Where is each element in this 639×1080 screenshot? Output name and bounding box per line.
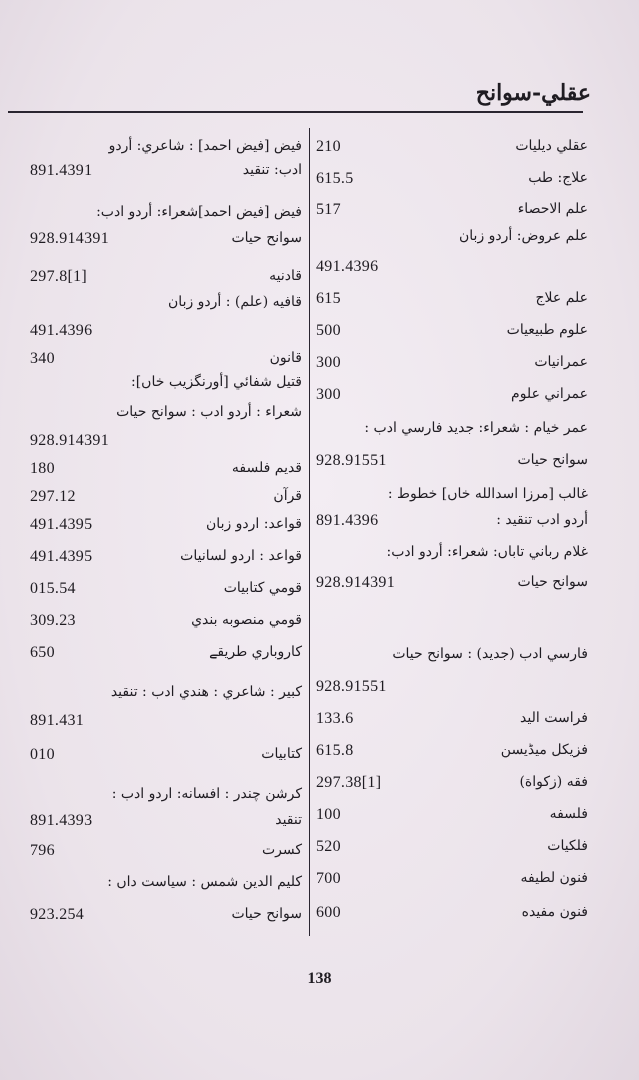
entry-class-number: 650 — [30, 644, 55, 661]
entry-class-number: 010 — [30, 746, 55, 763]
entry-subject: قادنيه — [269, 268, 302, 284]
entry-subject: كبير : شاعري : هندي ادب : تنقيد — [110, 684, 302, 700]
entry-class-number: 210 — [316, 138, 341, 155]
entry-subject: عمراني علوم — [511, 386, 588, 402]
left-entry — [30, 906, 302, 930]
left-entry — [30, 746, 302, 770]
entry-class-number: 491.4396 — [316, 258, 379, 275]
left-entry — [30, 230, 302, 254]
left-entry — [30, 644, 302, 668]
entry-class-number: 297.8[1] — [30, 268, 88, 285]
entry-class-number: 891.431 — [30, 712, 85, 729]
left-entry — [30, 580, 302, 604]
left-entry — [30, 162, 302, 186]
entry-subject: سوانح حيات — [517, 452, 588, 468]
entry-subject: فلكيات — [547, 838, 588, 854]
page-number: 138 — [307, 970, 332, 987]
entry-class-number: 180 — [30, 460, 55, 477]
entry-subject: فنون مفيده — [521, 904, 588, 920]
entry-subject: فنون لطيفه — [520, 870, 588, 886]
entry-class-number: 928.914391 — [316, 574, 395, 591]
page-header-title: عقلي-سوانح — [475, 80, 591, 106]
right-entry — [316, 544, 588, 568]
entry-subject: قتيل شفائي [أورنگزيب خاں]: — [131, 374, 302, 390]
right-entry — [316, 678, 588, 702]
left-entry — [30, 268, 302, 292]
right-entry — [316, 512, 588, 536]
entry-class-number: 015.54 — [30, 580, 76, 597]
entry-class-number: 615 — [316, 290, 341, 307]
entry-subject: أردو ادب تنقيد : — [496, 512, 588, 528]
left-entry — [30, 294, 302, 318]
left-entry — [30, 786, 302, 810]
entry-subject: ادب: تنقيد — [242, 162, 302, 178]
entry-class-number: 615.5 — [316, 170, 354, 187]
entry-subject: فارسي ادب (جديد) : سوانح حيات — [392, 646, 588, 662]
entry-class-number: 520 — [316, 838, 341, 855]
entry-subject: عمرانيات — [534, 354, 588, 370]
left-entry — [30, 488, 302, 512]
right-entry — [316, 742, 588, 766]
right-entry — [316, 774, 588, 798]
entry-class-number: 491.4395 — [30, 516, 93, 533]
entry-subject: فزيكل ميڈيسن — [500, 742, 588, 758]
left-entry — [30, 874, 302, 898]
left-entry — [30, 322, 302, 346]
entry-class-number: 891.4393 — [30, 812, 93, 829]
left-entry — [30, 612, 302, 636]
entry-class-number: 615.8 — [316, 742, 354, 759]
entry-class-number: 297.38[1] — [316, 774, 382, 791]
entry-subject: كليم الدين شمس : سياست داں : — [107, 874, 302, 890]
left-entry — [30, 432, 302, 456]
left-entry — [30, 374, 302, 398]
header-rule — [8, 111, 583, 113]
entry-subject: قومي منصوبه بندي — [191, 612, 302, 628]
entry-class-number: 796 — [30, 842, 55, 859]
right-entry — [316, 806, 588, 830]
entry-class-number: 891.4396 — [316, 512, 379, 529]
entry-class-number: 517 — [316, 201, 341, 218]
entry-class-number: 500 — [316, 322, 341, 339]
entry-subject: قانون — [269, 350, 302, 366]
left-entry — [30, 516, 302, 540]
entry-subject: علم عروض: أردو زبان — [459, 228, 588, 244]
entry-subject: قديم فلسفه — [231, 460, 302, 476]
entry-subject: عقلي ديليات — [515, 138, 588, 154]
left-entry — [30, 350, 302, 374]
right-entry — [316, 904, 588, 928]
entry-class-number: 491.4396 — [30, 322, 93, 339]
entry-subject: كاروباري طريقے — [209, 644, 302, 660]
entry-subject: عمر خيام : شعراء: جديد فارسي ادب : — [364, 420, 588, 436]
entry-subject: قومي كتابيات — [223, 580, 302, 596]
left-entry — [30, 204, 302, 228]
right-entry — [316, 420, 588, 444]
right-entry — [316, 838, 588, 862]
entry-subject: قواعد: اردو زبان — [206, 516, 302, 532]
entry-subject: غالب [مرزا اسدالله خاں] خطوط : — [387, 486, 588, 502]
right-entry — [316, 486, 588, 510]
left-entry — [30, 460, 302, 484]
entry-class-number: 133.6 — [316, 710, 354, 727]
entry-class-number: 100 — [316, 806, 341, 823]
entry-subject: سوانح حيات — [231, 230, 302, 246]
entry-class-number: 600 — [316, 904, 341, 921]
right-entry — [316, 710, 588, 734]
right-entry — [316, 258, 588, 282]
left-entry — [30, 548, 302, 572]
entry-class-number: 923.254 — [30, 906, 85, 923]
right-entry — [316, 574, 588, 598]
entry-subject: فيض [فيض احمد] : شاعري: أردو — [108, 138, 302, 154]
entry-subject: سوانح حيات — [517, 574, 588, 590]
right-entry — [316, 452, 588, 476]
right-entry — [316, 354, 588, 378]
entry-class-number: 700 — [316, 870, 341, 887]
entry-class-number: 300 — [316, 386, 341, 403]
entry-class-number: 928.914391 — [30, 230, 109, 247]
entry-subject: كتابيات — [261, 746, 302, 762]
left-entry — [30, 842, 302, 866]
entry-class-number: 309.23 — [30, 612, 76, 629]
entry-subject: علم علاج — [535, 290, 588, 306]
column-divider — [309, 128, 310, 936]
left-entry — [30, 138, 302, 162]
entry-subject: علوم طبيعيات — [506, 322, 588, 338]
entry-subject: فلسفه — [549, 806, 588, 822]
right-entry — [316, 201, 588, 225]
entry-subject: غلام رباني تاباں: شعراء: أردو ادب: — [386, 544, 588, 560]
right-entry — [316, 646, 588, 670]
right-entry — [316, 322, 588, 346]
right-entry — [316, 228, 588, 252]
left-entry — [30, 404, 302, 428]
entry-subject: فراست اليد — [520, 710, 588, 726]
left-entry — [30, 812, 302, 836]
entry-class-number: 928.91551 — [316, 678, 387, 695]
entry-class-number: 297.12 — [30, 488, 76, 505]
entry-subject: فيض [فيض احمد]شعراء: أردو ادب: — [96, 204, 302, 220]
entry-subject: قرآن — [273, 488, 302, 504]
entry-class-number: 928.91551 — [316, 452, 387, 469]
entry-subject: قواعد : اردو لسانيات — [180, 548, 302, 564]
right-entry — [316, 290, 588, 314]
entry-class-number: 928.914391 — [30, 432, 109, 449]
entry-subject: تنقيد — [275, 812, 302, 828]
right-entry — [316, 170, 588, 194]
left-entry — [30, 684, 302, 708]
entry-class-number: 891.4391 — [30, 162, 93, 179]
entry-class-number: 300 — [316, 354, 341, 371]
entry-subject: سوانح حيات — [231, 906, 302, 922]
entry-class-number: 340 — [30, 350, 55, 367]
left-entry — [30, 712, 302, 736]
entry-subject: علم الاحصاء — [517, 201, 588, 217]
entry-subject: فقه (زكواة) — [519, 774, 588, 790]
right-entry — [316, 138, 588, 162]
entry-subject: شعراء : أردو ادب : سوانح حيات — [116, 404, 302, 420]
right-entry — [316, 386, 588, 410]
entry-subject: كرشن چندر : افسانه: اردو ادب : — [111, 786, 302, 802]
entry-subject: قافيه (علم) : أردو زبان — [168, 294, 302, 310]
right-entry — [316, 870, 588, 894]
entry-class-number: 491.4395 — [30, 548, 93, 565]
entry-subject: علاج: طب — [528, 170, 588, 186]
entry-subject: كسرت — [261, 842, 302, 858]
